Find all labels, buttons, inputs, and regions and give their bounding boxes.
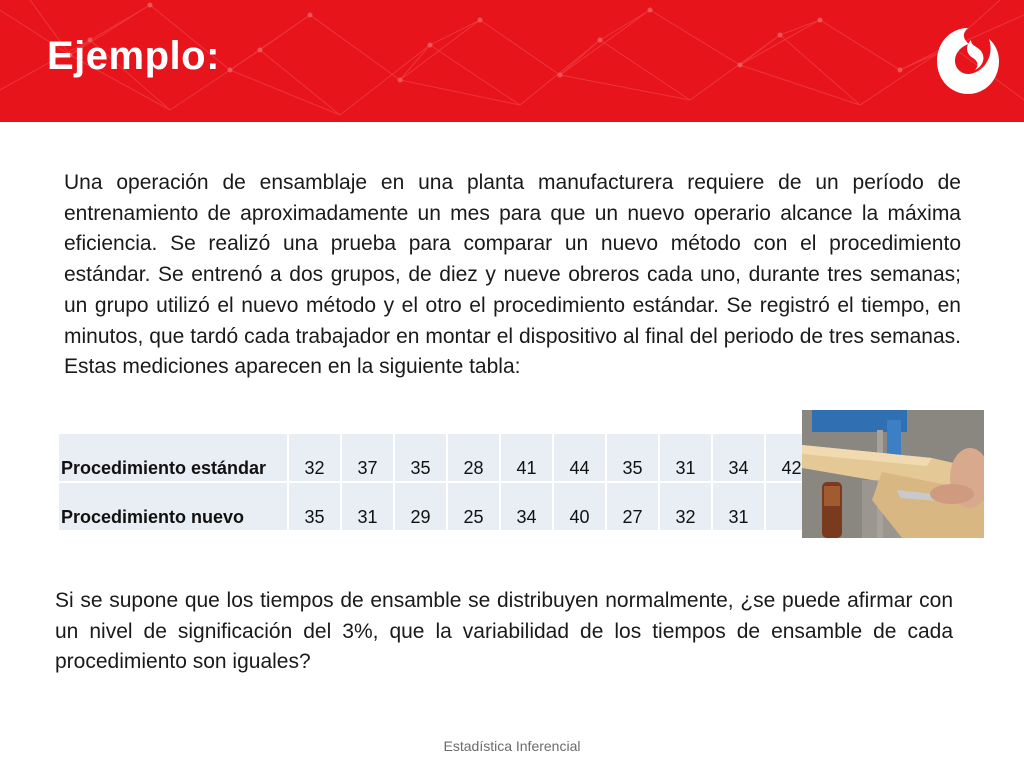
table-cell: 31 [342, 483, 393, 530]
row-label-standard: Procedimiento estándar [59, 434, 287, 481]
table-cell: 29 [395, 483, 446, 530]
table-cell: 32 [660, 483, 711, 530]
table-cell: 41 [501, 434, 552, 481]
table-cell: 34 [501, 483, 552, 530]
slide-title: Ejemplo: [47, 34, 220, 78]
table-cell: 40 [554, 483, 605, 530]
table-cell: 42 [766, 434, 817, 481]
table-cell: 35 [395, 434, 446, 481]
table-cell: 32 [289, 434, 340, 481]
table-cell: 44 [554, 434, 605, 481]
table-cell: 31 [660, 434, 711, 481]
slide-header [0, 0, 1024, 122]
table-cell: 34 [713, 434, 764, 481]
table-cell: 31 [713, 483, 764, 530]
row-label-new: Procedimiento nuevo [59, 483, 287, 530]
woodworking-chisel-photo [802, 410, 984, 538]
table-cell: 35 [607, 434, 658, 481]
university-logo-icon [931, 22, 1005, 100]
intro-paragraph: Una operación de ensamblaje en una planta manufacturera requiere de un período de entrenamiento de aproximadamente un mes para que un nuevo operario alcance la máxima eficiencia. Se realizó una prueba para comparar un nuevo método con el procedimiento estándar. Se entrenó a dos grupos, de diez y nueve obreros cada uno, durante tres semanas; un grupo utilizó el nuevo método y el otro el procedimiento estándar. Se registró el tiempo, en minutos, que tardó cada trabajador en montar el dispositivo al final del periodo de tres semanas. Estas mediciones aparecen en la siguiente tabla: [64, 171, 961, 379]
table-cell: 27 [607, 483, 658, 530]
data-table [57, 432, 819, 532]
question-paragraph: Si se supone que los tiempos de ensamble se distribuyen normalmente, ¿se puede afirmar con un nivel de significación del 3%, que la variabilidad de los tiempos de ensamble de cada procedimiento son iguales? [55, 589, 953, 674]
table-cell: 25 [448, 483, 499, 530]
table-cell: 35 [289, 483, 340, 530]
table-row [59, 434, 817, 481]
footer-text: Estadística Inferencial [443, 738, 581, 754]
table-row [59, 483, 817, 530]
table-cell: 28 [448, 434, 499, 481]
table-cell: 37 [342, 434, 393, 481]
